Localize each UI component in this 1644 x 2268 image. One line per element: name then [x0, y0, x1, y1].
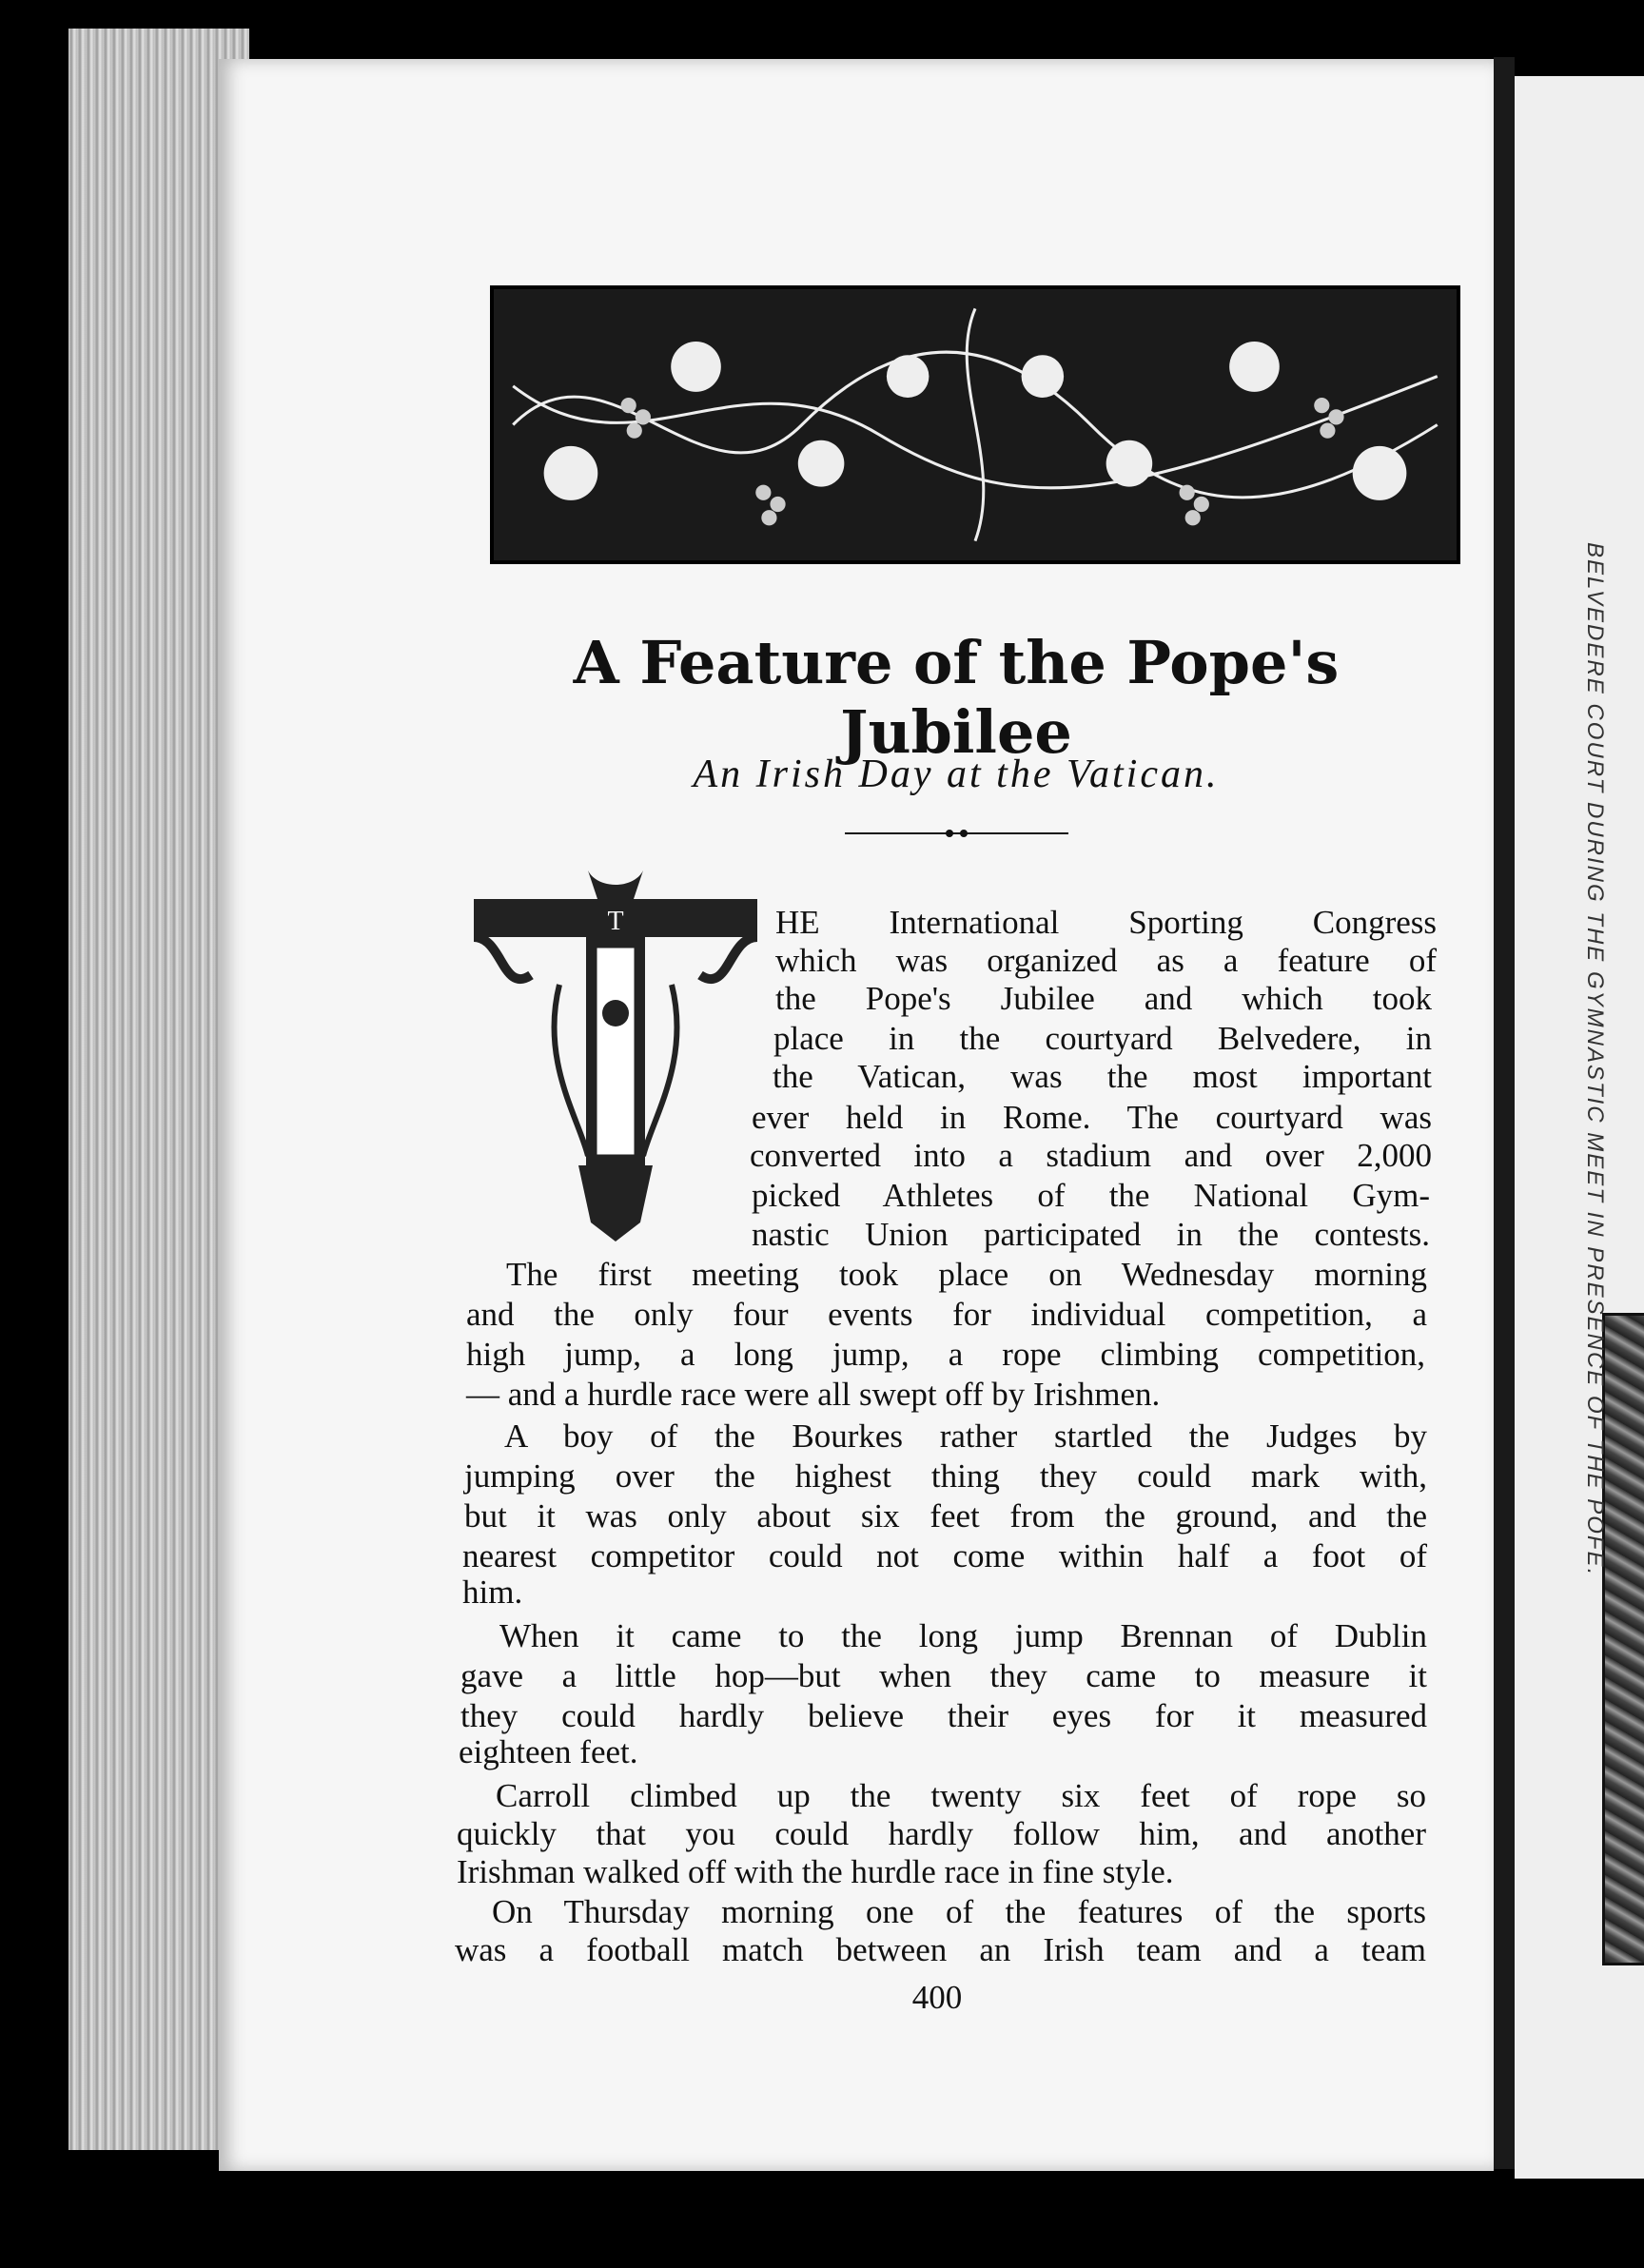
body-line: nastic Union participated in the contests. [752, 1216, 1430, 1253]
page-number: 400 [911, 1979, 963, 2016]
body-line: jumping over the highest thing they could mark with, [464, 1457, 1427, 1495]
body-line: HE International Sporting Congress [775, 904, 1437, 941]
body-line: Carroll climbed up the twenty six feet of rope so [496, 1777, 1426, 1814]
book-gutter [1494, 57, 1515, 2169]
body-line: quickly that you could hardly follow him, and another [457, 1815, 1426, 1852]
body-line: gave a little hop—but when they came to measure it [460, 1657, 1427, 1694]
body-line: but it was only about six feet from the ground, and the [464, 1497, 1427, 1535]
body-line: — and a hurdle race were all swept off by Irishmen. [466, 1376, 1161, 1413]
body-line: converted into a stadium and over 2,000 [750, 1137, 1432, 1174]
body-line: When it came to the long jump Brennan of Dublin [499, 1617, 1427, 1654]
facing-photo-caption: BELVEDERE COURT DURING THE GYMNASTIC MEET IN PRESENCE OF THE POFE. [1582, 542, 1608, 1577]
ornamental-drop-cap-t [474, 870, 757, 1246]
body-line: high jump, a long jump, a rope climbing competition, [466, 1336, 1425, 1373]
body-line: ever held in Rome. The courtyard was [752, 1099, 1432, 1136]
body-line: and the only four events for individual competition, a [466, 1296, 1427, 1333]
body-line: On Thursday morning one of the features of the sports [492, 1893, 1426, 1930]
body-line: eighteen feet. [459, 1733, 638, 1770]
grapevine-ornament-band [490, 285, 1460, 564]
grapevine-ornament-icon [494, 289, 1457, 560]
body-line: the Vatican, was the most important [773, 1058, 1432, 1095]
title-divider [845, 830, 1068, 837]
body-line: A boy of the Bourkes rather startled the Judges by [504, 1418, 1427, 1455]
facing-page-photo [1602, 1313, 1644, 1965]
drop-cap-letter: T [607, 907, 624, 936]
body-line: him. [462, 1574, 523, 1611]
body-line: was a football match between an Irish team and a team [455, 1931, 1426, 1968]
article-title: A Feature of the Pope's Jubilee [573, 628, 1340, 767]
body-line: which was organized as a feature of [775, 942, 1437, 979]
body-line: The first meeting took place on Wednesday morning [506, 1256, 1427, 1293]
article-subtitle: An Irish Day at the Vatican. [693, 753, 1220, 796]
body-line: place in the courtyard Belvedere, in [773, 1020, 1432, 1057]
body-line: the Pope's Jubilee and which took [775, 980, 1432, 1017]
body-line: picked Athletes of the National Gym- [752, 1177, 1430, 1214]
body-line: Irishman walked off with the hurdle race in fine style. [457, 1853, 1174, 1890]
body-line: they could hardly believe their eyes for it measured [460, 1697, 1427, 1734]
body-line: nearest competitor could not come within half a foot of [462, 1537, 1427, 1574]
